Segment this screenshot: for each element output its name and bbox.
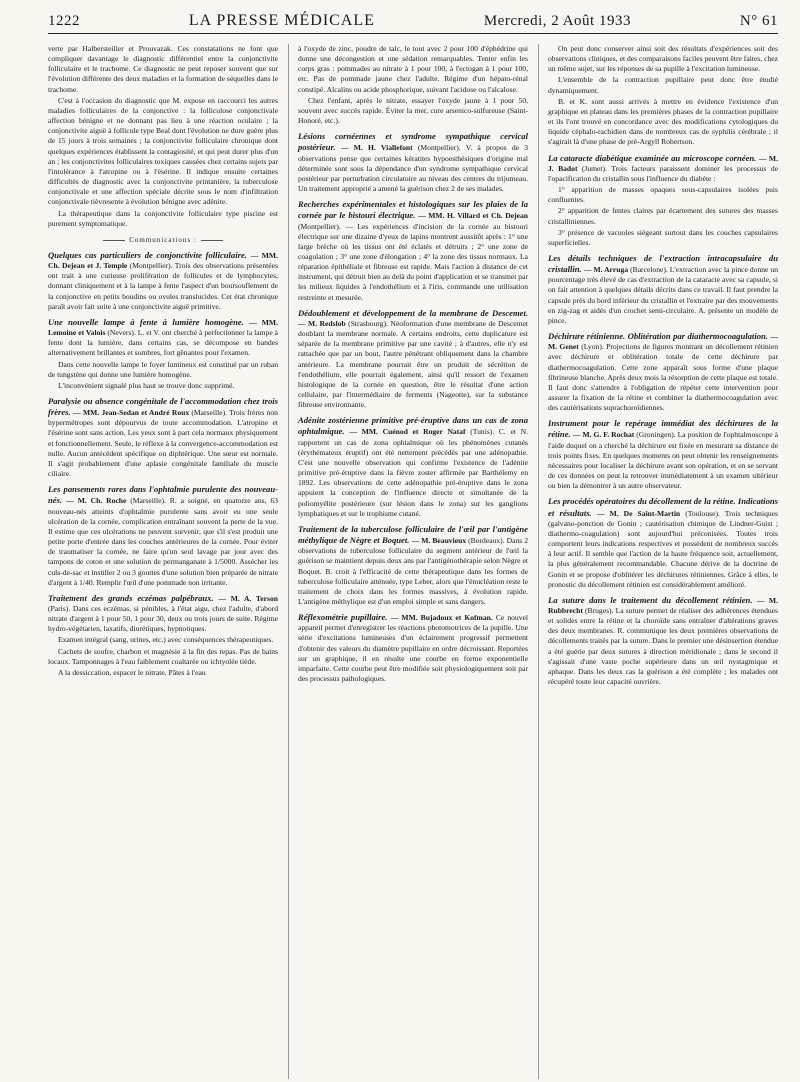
article [48,250,278,312]
columns [48,44,778,1079]
article-paragraph [48,484,278,588]
article-authors: — M. Arruga [583,265,631,275]
paragraph: A la dessiccation, espacer le nitrate. Pâtes à l'eau [58,667,206,677]
column-left [48,44,278,1079]
article-authors: — MM. Ch. Dejean et J. Temple [48,250,278,271]
article-title: Adénite zostérienne primitive pré-éruptive dans un cas de zona ophtalmique. [298,415,528,437]
article [298,199,528,303]
article [548,153,778,184]
article-title: La suture dans le traitement du décollement rétinien. [548,594,758,605]
article-paragraph [548,253,778,326]
article-authors: — M. Rubbrecht [548,595,778,615]
article-authors: — M. H. Viallefont [340,143,418,153]
article-text: (Groningen). La position de l'ophtalmoscope à l'aide duquel on a cherché la déchirure est fixée en mesurant sa distance de trois points fixes. En quelques moments on peut obtenir les renseignements nécessaires pour localiser la déchirure avant son opération, et en se servant de ces données on peut la retrouver immédiatement à un examen ultérieur ou bien la démontrer à un autre observateur. [548,430,778,491]
article [298,131,528,194]
article-text: (Bruges). La suture permet de réaliser des adhérences étendues et solides entre la rétine et la choroïde sans entraîner d'altérations graves des deux membranes. R. communique les deux premières observations de décollements traités par la suture. Dans le premier une désinsertion étendue a été guérie par deux sutures à direction méridionale ; dans le second il s'agissait d'une vaste poche supérieure dans un œil nystagmique et aphaque. Dans les deux cas la guérison a été complète ; les malades ont récupéré toute leur capacité ouvrière. [548,605,778,687]
article-text: (Montpellier). — Les expériences d'incision de la cornée au bistouri électrique sur une dizaine d'yeux de lapins montrent aussitôt après : 1° une large brèche où les tissus ont été éclatés et détruits ; 2° une zone de coagulation ; 3° une zone d'élongation ; 4° la zone des tissus normaux. La réparation épithéliale et fibreuse est rapide. Mais l'action à distance de cet instrument, qui détruit bien au delà du point d'application et se transmet par les milieux liquides à l'endothélium et à l'iris, commande une utilisation restreinte et mesurée. [298,221,528,302]
article-paragraph [48,593,278,635]
article-authors: — MM. Lemoine et Valois [48,317,278,338]
article-title: Instrument pour le repérage immédiat des déchirures de la rétine. [548,418,778,440]
article-paragraph [298,308,528,411]
section-heading: Communications : [48,235,278,245]
paragraph: Examen intégral (sang, urines, etc.) avec conséquences thérapeutiques. [58,635,274,645]
article-text: (Bordeaux). Dans 2 observations de tuberculose folliculaire du segment antérieur de l'œil la guérison se maintient depuis deux ans par l'antigénothérapie selon Nègre et Boquet. B. croit à l'efficacité de cette thérapeutique dans les formes de tuberculose folliculaire atténuée, type Leber, alors que l'énucléation reste le traitement de choix dans les formes massives, à évolution rapide. L'antigène méthylique est d'un emploi simple et sans dangers. [298,536,528,606]
column-right [538,44,778,1079]
article-paragraph [298,612,528,684]
article-authors: — MM. Jean-Sedan et André Roux [73,408,192,418]
article-paragraph [548,331,778,413]
article-authors: — M. J. Badot [548,153,778,173]
article [548,496,778,589]
article-paragraph [298,199,528,303]
article [48,593,278,635]
page-number: 1222 [48,13,80,29]
article [548,595,778,687]
article-title: Les procédés opératoires du décollement de la rétine. Indications et résultats. [548,496,778,518]
article-title: Déchirure rétinienne. Oblitération par diathermocoagulation. [548,331,771,342]
article-text: (Tunis). C. et N. rapportent un cas de zona ophtalmique où les phénomènes cutanés (érythémateux éruptif) ont été nettement précédés par une adénopathie. C'est une nouvelle observation qui confirme l'existence de l'adénite primitive pré-éruptive dans la fièvre zoster affirmée par Barthélemy en 1892. Les observations de cette adénopathie pré-éruptive dans le zona appuient la conception de l'influence directe et simultanée de la poliomyélite postérieure (sur lésion dans le zona) sur les ganglions lymphatiques et sur le trophisme cutané. [298,427,528,518]
article-text: (Montpellier). Trois des observations présentées ont trait à une curieuse prolifération de follicules et de lymphocytes, donnant cliniquement et à la lampe à fente l'aspect d'un boursouflement de la conjonctive en petits boudins ou ovules translucides. Cet état chronique paraît avoir fait suite à une conjonctivite aiguë primitive. [48,261,278,311]
article-paragraph [548,418,778,491]
article [298,612,528,684]
article-text: (Strasbourg). Néoformation d'une membrane de Descemet doublant la membrane normale. A certains endroits, cette duplicature est séparée de la membrane primitive par une cavité ; à d'autres, elle n'y est rattachée que par un bout, l'autre pénétrant obliquement dans la chambre antérieure. La membrane pourrait être un produit de sécrétion de l'endothélium, elle pourrait également, ainsi qu'il ressort de l'examen histologique de la cornée en question, être le résultat d'une action cellulaire, par l'intermédiaire de ferments (Nageotte), sur la substance fibreuse environnante. [298,318,528,410]
article-authors: — M. De Saint-Martin [596,508,686,518]
paragraph: 1° apparition de masses opaques sous-capsulaires isolées puis confluentes. [548,185,778,205]
article-text: (Toulouse). Trois techniques (galvano-ponction de Gonin ; cautérisation chimique de Lindner-Guist ; diathermo-coagulation) sont aujourd'hui préconisées. Toutes trois comportent leurs indications respectives et possèdent de nombreux succès à leur actif. Il semble que l'action de la haute fréquence soit, actuellement, la plus généralement recommandable. Chacune dérive de la doctrine de Gonin et se propose d'oblitérer les déchirures rétiniennes. Grâce à elles, le pronostic du décollement rétinien est considérablement amélioré. [548,508,778,589]
article [48,317,278,359]
article-title: Traitement de la tuberculose folliculaire de l'œil par l'antigène méthylique de Nègre et Boquet. [298,523,528,546]
article-authors: — M. Ch. Roche [66,496,131,506]
article-text: (Marseille). R. a soigné, en quatorze ans, 63 nouveau-nés atteints d'ophtalmie purulente sans avoir eu une seule ulcération de la cornée, complication entraînant souvent la perte de la vue. Il estime que ces ulcérations ne peuvent survenir, que s'il s'est produit une petite porte d'entrée dans les couches antérieures de la cornée. Pour éviter de traumatiser la cornée, ne faire qu'un seul lavage par jour avec des tampons de coton et une solution de permanganate à 1/5000. Assécher les culs-de-sac et instiller 2 ou 3 gouttes d'une solution bien préparée de nitrate d'argent à 1/40. Remplir l'œil d'une pommade non irritante. [48,496,278,587]
article-text: Ce nouvel appareil permet d'enregistrer les réactions photomotrices de la pupille. Une série d'excitations lumineuses d'un éclairement progressif permettent d'obtenir des valeurs du diamètre pupillaire en ordre décroissant. Reportées sur un graphique, il en résulte une courbe en forme exponentielle imparfaite. Cette courbe peut être modifiée soit physiologiquement soit par des processus pathologiques. [298,613,528,684]
paragraph: Dans cette nouvelle lampe le foyer lumineux est constitué par un ruban de tungstène qui donne une lumière homogène. [48,359,278,379]
paragraph: à l'oxyde de zinc, poudre de talc, le tout avec 2 pour 100 d'éphédrine qui donne une décongestion et une sédation remarquables. Tenter enfin les corps gras : pommades au nitrate à 1 pour 100, à l'ectogan à 1 pour 100, etc. Pas de pommade jaune chez l'adulte. Régime d'un hépato-rénal constipé. Alcalins ou acide phosphorique, suivant l'acidose ou l'alcalose. [298,44,528,94]
paragraph: 2° apparition de fentes claires par écartement des sutures des masses cristalliniennes. [548,206,778,226]
paragraph: L'ensemble de la contraction pupillaire peut donc être étudié dynamiquement. [548,75,778,95]
article-authors: — M. Beauvieux [411,536,469,546]
article-paragraph [298,524,528,607]
article [548,418,778,491]
article-title: Traitement des grands eczémas palpébraux. [48,592,219,603]
issue-number: N° 61 [739,13,778,29]
article-authors: — M. Genet [548,332,778,352]
article [548,331,778,413]
article-paragraph [48,317,278,359]
paragraph: La thérapeutique dans la conjonctivite folliculaire type piscine est purement symptomatique. [48,208,278,228]
article-authors: — MM. H. Villard et Ch. Dejean [418,211,528,221]
paragraph: verte par Halbersteiller et Prouvazak. Ces constatations ne font que compliquer davantage le diagnostic différentiel entre la conjonctivite folliculaire et le trachome. Ce diagnostic ne peut reposer souvent que sur l'évolution différente des deux maladies et la formation de séquelles dans le trachome. [48,44,278,94]
article-title: La cataracte diabétique examinée au microscope cornéen. [548,152,759,163]
journal-title: LA PRESSE MÉDICALE [188,12,375,29]
article-paragraph [48,250,278,312]
paragraph: 3° présence de vacuoles siégeant surtout dans les couches capsulaires superficielles. [548,227,778,247]
article-paragraph [548,153,778,184]
column-middle [288,44,528,1079]
paragraph: Cachets de soufre, charbon et magnésie à la fin des repas. Pas de bains locaux. Tamponnages à l'eau faiblement coaltarée ou ichtyolée tiède. [48,646,278,666]
article-paragraph [298,415,528,519]
article-paragraph [48,396,278,479]
article-title: Paralysie ou absence congénitale de l'accommodation chez trois frères. [48,396,278,418]
article-title: Réflexométrie pupillaire. [298,612,391,623]
article-paragraph [298,131,528,194]
article-title: Les pansements rares dans l'ophtalmie purulente des nouveau-nés. [48,484,278,506]
paragraph: C'est à l'occasion du diagnostic que M. expose en raccourci les autres maladies folliculaires de la conjonctive : la folliculose conjonctivale affection bénigne et ne donnant pas lieu à une réaction oculaire ; la conjonctivite aiguë à follicule type Beal dont l'évolution ne dure guère plus de 15 jours à trois semaines ; la conjonctivite folliculaire chronique dont quelques expériences établissent la contagiosité, et qui peut durer plus d'un an ; les conjonctivites folliculaires toxiques causées chez certains sujets par l'intolérance à l'atropine ou à l'ésérine. Il indique ensuite certaines difficultés de diagnostic avec la conjonctivite printanière, la tuberculose conjonctivale et une affection spéciale décrite sous le nom d'infiltration conjonctivale tièvresente à évolution bénigne avec adénite. [48,95,278,207]
article [48,484,278,588]
issue-date: Mercredi, 2 Août 1933 [483,13,631,29]
article-text: (Barcelone). L'extraction avec la pince donne un pourcentage très élevé de cas d'extraction de la cataracte avec sa capsule, si on fait attention à quelques détails décrits dans ce travail. Il faut prendre la capsule près du bord inférieur du cristallin et l'extraire par des mouvements en zig-zag et aidés d'un crochet semi-circulaire. A. présente un modèle de pince. [548,265,778,325]
article-text: (Marseille). Trois frères non hypermétropes sont dépourvus de toute accommodation. L'atropine et l'ésérine sont sans action. Les yeux sont à part cela normaux physiquement et fonctionnellement. Seule, le réflexe à la convergence-accommodation est nulle. Aucun antécédent spécifique ou diphtérique. Une sœur est normale. Il s'agit probablement d'une aplasie congénitale familiale du muscle ciliaire. [48,408,278,479]
article-title: Les détails techniques de l'extraction intracapsulaire du cristallin. [548,252,778,275]
article-title: Lésions cornéennes et syndrome sympathique cervical postérieur. [298,131,528,153]
article-title: Quelques cas particuliers de conjonctivite folliculaire. [48,249,251,260]
article [298,308,528,411]
article-text: (Nevers). L. et V. ont cherché à perfectionner la lampe à fente dont la lumière, dans certains cas, se décompose en bandes alternativement brillantes et sombres, fort gênantes pour l'examen. [48,328,278,358]
article-authors: — MM. Bujadoux et Kofman. [390,613,496,623]
article-paragraph [548,595,778,687]
article-authors: — M. A. Terson [218,593,278,603]
article-authors: — M. G. F. Rochat [572,430,637,440]
article-title: Une nouvelle lampe à fente à lumière homogène. [48,316,250,327]
article-paragraph [548,496,778,589]
article-title: Dédoublement et développement de la membrane de Descemet. [298,307,528,318]
article [298,524,528,607]
article [298,415,528,519]
article-authors: — M. Redslob [298,318,349,328]
article-text: (Montpellier). V. à propos de 3 observations pense que certaines kératites hypoesthésiques d'origine mal déterminée sont sous la dépendance d'un syndrome sympathique cervical postérieur par perturbation circulatoire au niveau des centres du trijumeau. Un traitement approprié a amené la guérison chez 2 de ses malades. [298,143,528,194]
paragraph: L'inconvénient signalé plus haut se trouve donc supprimé. [58,380,235,390]
article-authors: — MM. Cuénod et Roger Nataf [349,427,471,437]
article-title: Recherches expérimentales et histologiques sur les plaies de la cornée par le bistouri électrique. [298,199,528,221]
article [548,253,778,326]
article-text: (Jumet). Trois facteurs paraissent dominer les processus de l'opacification du cristallin sous l'influence du diabète : [548,163,778,183]
article-text: (Lyon). Projections de figures montrant un décollement rétinien avec déchirure et oblitération totale de cette déchirure par diathermocoagulation. Cette zone apparaît sous forme d'une plaque fibrineuse blanche. Après deux mois la résorption de cette plaque est totale. Il faut donc s'attendre à l'obligation de répéter cette intervention pour assurer la fixation de la rétine et combiner la diathermocoagulation avec des cautérisations suprachoroïdiennes. [548,342,778,413]
page-header [48,12,778,34]
article [48,396,278,479]
paragraph: Chez l'enfant, après le nitrate, essayer l'oxyde jaune à 1 pour 50, souvent avec succès rapide. Éviter la mer, cure arsenico-sulfureuse (Saint-Honoré, etc.). [298,95,528,126]
paragraph: B. et K. sont aussi arrivés à mettre en évidence l'existence d'un graphique en plateau dans les premières phases de la contraction pupillaire et ils l'ont trouvé en concordance avec des modifications cytologiques du liquide céphalo-rachidien dans de nombreux cas de syphilis cérébrale ; il s'agirait là d'une phase de pré-Argyll Robertson. [548,96,778,147]
paragraph: On peut donc conserver ainsi soit des résultats d'expériences soit des observations cliniques, et des comparaisons faciles peuvent être faites, chez un même sujet, sur les réponses de sa pupille à l'excitation lumineuse. [548,44,778,74]
article-text: (Paris). Dans ces eczémas, si pénibles, à l'état aigu, chez l'adulte, d'abord nitrate d'argent à 1 pour 50, 1 pour 30, deux ou trois jours de suite. Régime hydro-végétarien, laxatifs, diurétiques, hypnotiques. [48,603,278,634]
